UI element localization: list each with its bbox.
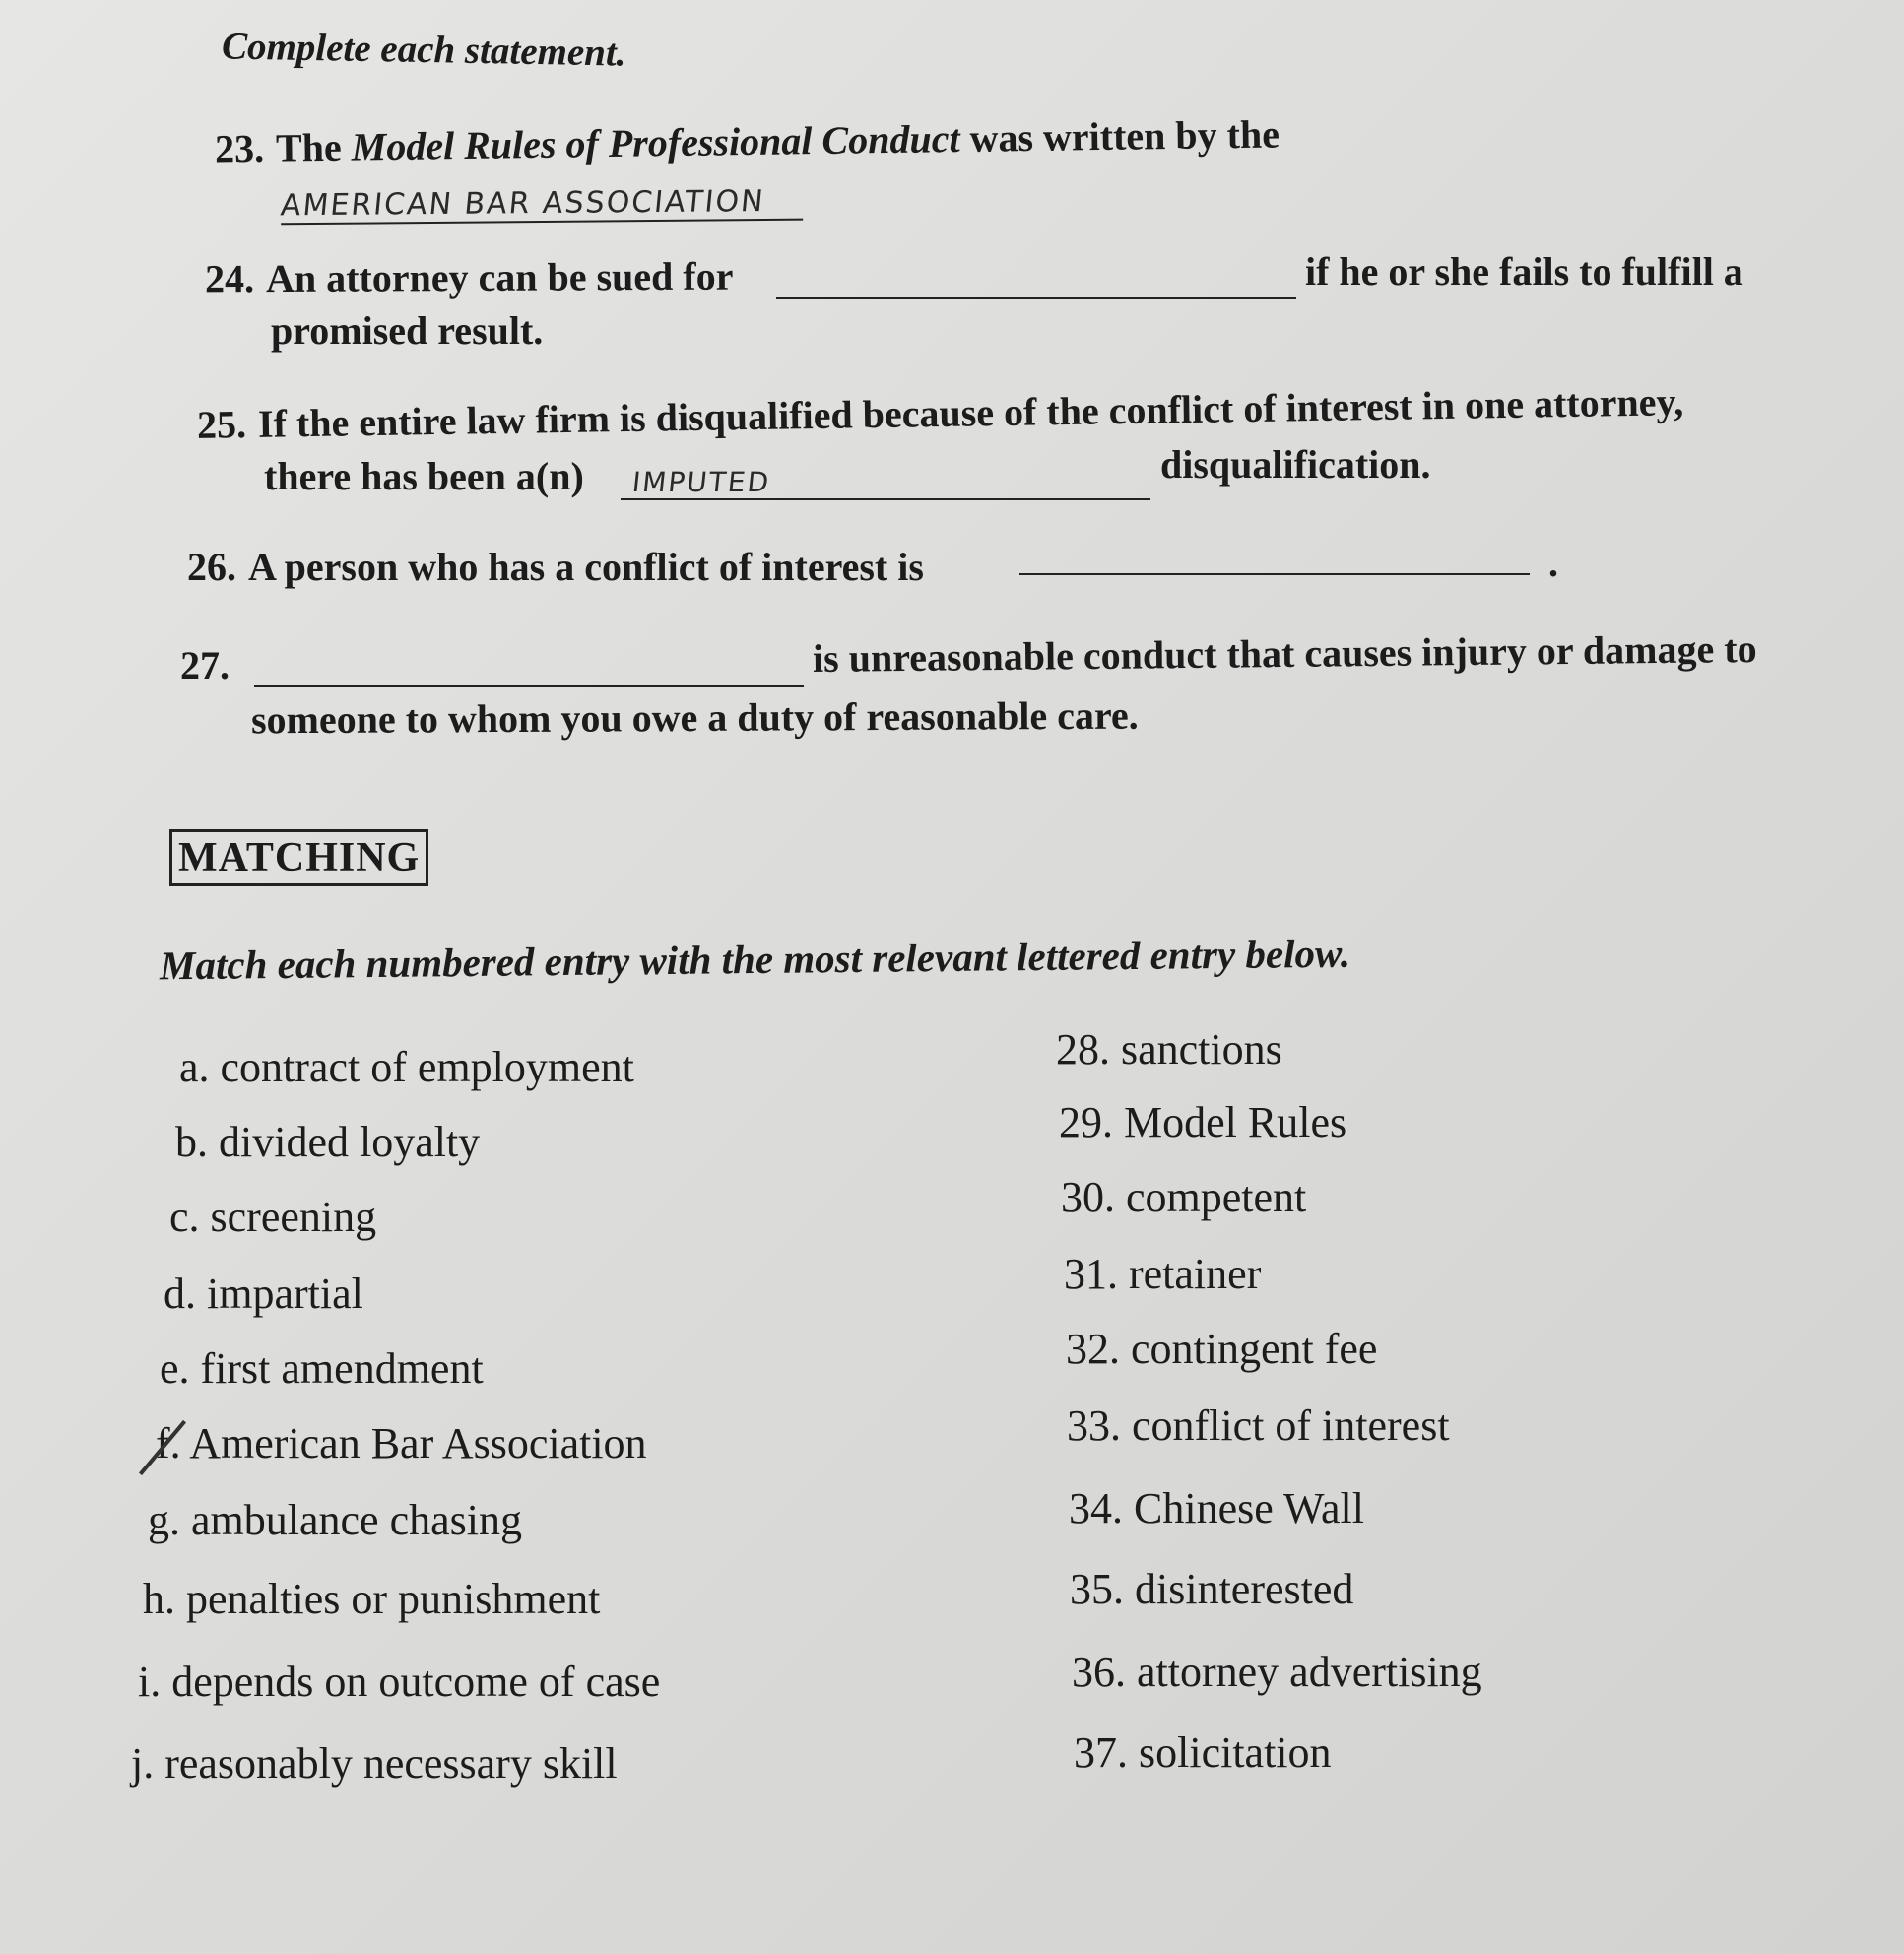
- question-text: there has been a(n): [264, 454, 584, 498]
- question-text: If the entire law firm is disqualified because of the conflict of interest in one attorney,: [257, 379, 1684, 446]
- answer-line-23[interactable]: [281, 177, 803, 226]
- answer-line-24[interactable]: [776, 264, 1296, 299]
- question-text: The: [275, 124, 343, 170]
- numbered-item: 35. disinterested: [1070, 1565, 1354, 1613]
- question-text: someone to whom you owe a duty of reasonable care.: [250, 692, 1139, 743]
- matching-instructions: Match each numbered entry with the most relevant lettered entry below.: [159, 930, 1351, 989]
- question-text: promised result.: [271, 308, 544, 353]
- lettered-item: f. American Bar Association: [156, 1419, 647, 1467]
- question-text: .: [1548, 541, 1558, 585]
- lettered-item: i. depends on outcome of case: [138, 1658, 661, 1706]
- question-text: is unreasonable conduct that causes injury or damage to: [812, 625, 1757, 682]
- question-number: 26.: [187, 545, 236, 589]
- numbered-item: 28. sanctions: [1056, 1025, 1282, 1074]
- handwritten-answer: IMPUTED: [630, 466, 772, 498]
- lettered-item: h. penalties or punishment: [143, 1575, 601, 1623]
- question-23: [215, 110, 1280, 171]
- lettered-item: d. impartial: [164, 1270, 363, 1318]
- question-text: if he or she fails to fulfill a: [1305, 249, 1743, 293]
- complete-instructions: Complete each statement.: [221, 25, 626, 75]
- lettered-item: g. ambulance chasing: [148, 1496, 522, 1544]
- numbered-item: 36. attorney advertising: [1072, 1648, 1482, 1696]
- numbered-item: 33. conflict of interest: [1067, 1401, 1450, 1450]
- question-text: A person who has a conflict of interest is: [248, 545, 924, 589]
- question-number: 25.: [196, 402, 247, 447]
- lettered-item: e. first amendment: [160, 1344, 484, 1393]
- lettered-item: j. reasonably necessary skill: [131, 1739, 618, 1788]
- numbered-item: 34. Chinese Wall: [1069, 1484, 1364, 1532]
- matching-heading: MATCHING: [169, 829, 428, 886]
- question-24: [205, 253, 734, 302]
- numbered-item: 30. competent: [1061, 1173, 1307, 1221]
- numbered-item: 29. Model Rules: [1059, 1098, 1347, 1146]
- numbered-item: 32. contingent fee: [1066, 1325, 1378, 1373]
- numbered-item: 31. retainer: [1064, 1250, 1262, 1298]
- numbered-item: 37. solicitation: [1074, 1728, 1332, 1777]
- answer-line-26[interactable]: [1019, 538, 1530, 575]
- lettered-item: b. divided loyalty: [175, 1118, 481, 1166]
- question-number: 27.: [180, 643, 230, 687]
- question-number: 24.: [204, 256, 255, 301]
- question-text: was written by the: [969, 111, 1280, 161]
- lettered-item: a. contract of employment: [179, 1043, 634, 1091]
- question-text: disqualification.: [1160, 442, 1431, 487]
- book-title: Model Rules of Professional Conduct: [351, 115, 960, 169]
- question-25: [197, 378, 1684, 448]
- lettered-item: c. screening: [169, 1193, 377, 1241]
- question-text: An attorney can be sued for: [265, 253, 734, 301]
- answer-line-27[interactable]: [254, 650, 804, 687]
- answer-line-25[interactable]: [621, 463, 1150, 500]
- question-number: 23.: [214, 125, 265, 171]
- handwritten-answer: AMERICAN BAR ASSOCIATION: [279, 184, 767, 224]
- question-26: [187, 544, 924, 590]
